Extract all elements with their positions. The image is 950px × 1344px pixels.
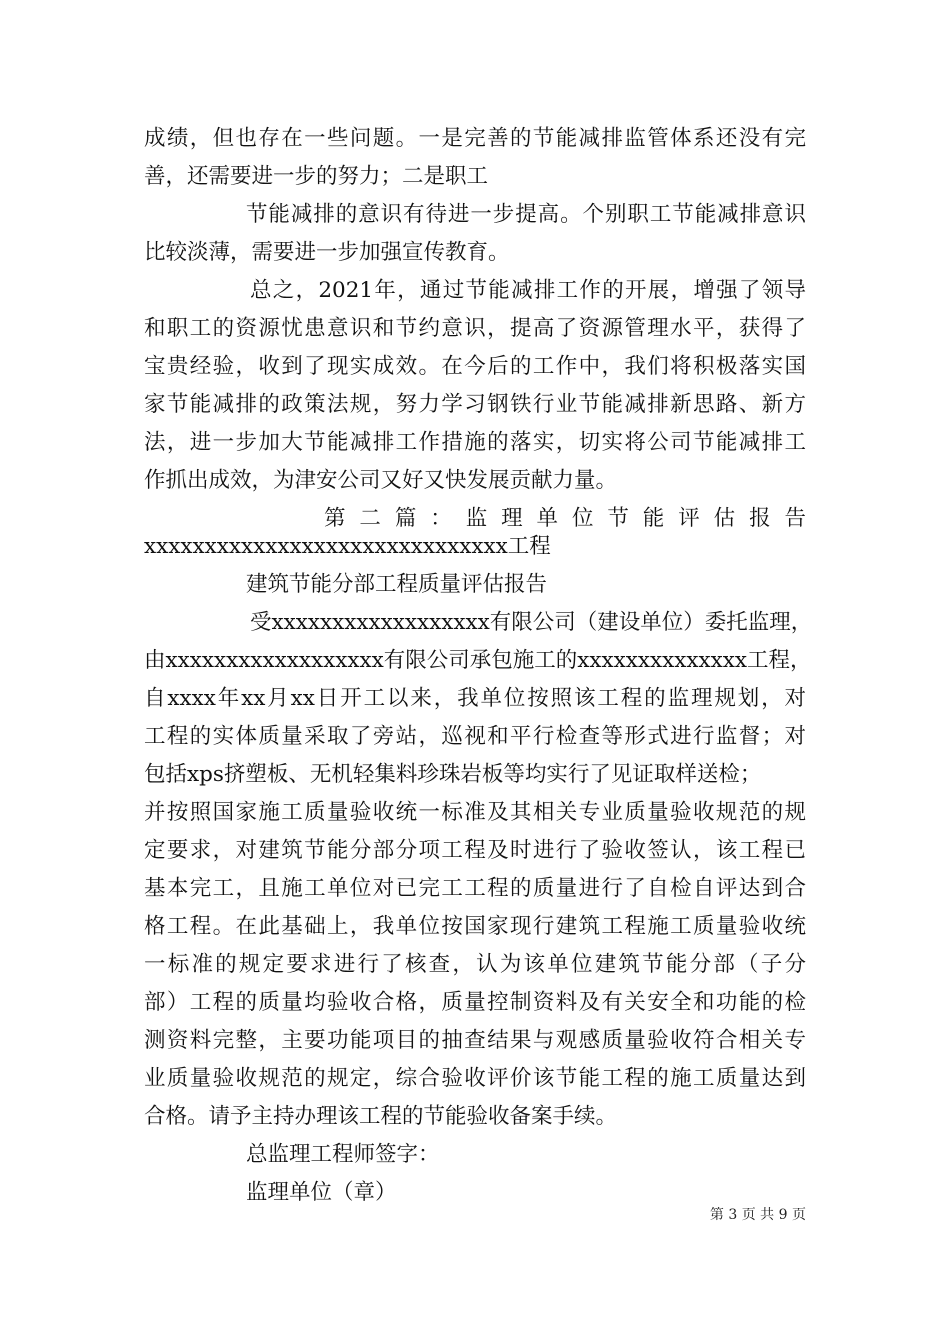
- signature-label: 总监理工程师签字：: [246, 1142, 440, 1167]
- text-line: 业质量验收规范的规定，综合验收评价该节能工程的施工质量达到: [144, 1066, 806, 1091]
- text-line: 比较淡薄，需要进一步加强宣传教育。: [144, 240, 510, 265]
- text-line: 自xxxx年xx月xx日开工以来，我单位按照该工程的监理规划，对: [144, 686, 806, 711]
- text-line: 家节能减排的政策法规，努力学习钢铁行业节能减排新思路、新方: [144, 392, 806, 417]
- text-line: 宝贵经验，收到了现实成效。在今后的工作中，我们将积极落实国: [144, 354, 806, 379]
- text-line: 一标准的规定要求进行了核查，认为该单位建筑节能分部（子分: [144, 952, 806, 977]
- section-title: 第二篇：监理单位节能评估报告: [324, 506, 806, 531]
- text-line: 节能减排的意识有待进一步提高。个别职工节能减排意识: [246, 202, 806, 227]
- text-line: 定要求，对建筑节能分部分项工程及时进行了验收签认，该工程已: [144, 838, 806, 863]
- text-line: 合格。请予主持办理该工程的节能验收备案手续。: [144, 1104, 618, 1129]
- seal-label: 监理单位（章）: [246, 1180, 397, 1205]
- text-line: 善，还需要进一步的努力；二是职工: [144, 164, 489, 189]
- text-line: 作抓出成效，为津安公司又好又快发展贡献力量。: [144, 468, 618, 493]
- text-line: 工程的实体质量采取了旁站，巡视和平行检查等形式进行监督；对: [144, 724, 806, 749]
- page-number: 第 3 页 共 9 页: [709, 1207, 806, 1223]
- text-line: 包括xps挤塑板、无机轻集料珍珠岩板等均实行了见证取样送检；: [144, 762, 762, 787]
- text-line: 由xxxxxxxxxxxxxxxxxx有限公司承包施工的xxxxxxxxxxxxxx工程，: [144, 648, 812, 673]
- text-line: 法，进一步加大节能减排工作措施的落实，切实将公司节能减排工: [144, 430, 806, 455]
- text-line: 受xxxxxxxxxxxxxxxxxx有限公司（建设单位）委托监理，: [250, 610, 813, 635]
- text-line: 和职工的资源忧患意识和节约意识，提高了资源管理水平，获得了: [144, 316, 806, 341]
- text-line: 并按照国家施工质量验收统一标准及其相关专业质量验收规范的规: [144, 800, 806, 825]
- text-line: 部）工程的质量均验收合格，质量控制资料及有关安全和功能的检: [144, 990, 806, 1015]
- text-line: 总之，2021年，通过节能减排工作的开展，增强了领导: [250, 278, 806, 303]
- text-line: 成绩，但也存在一些问题。一是完善的节能减排监管体系还没有完: [144, 126, 806, 151]
- text-line: 测资料完整，主要功能项目的抽查结果与观感质量验收符合相关专: [144, 1028, 806, 1053]
- text-line: 格工程。在此基础上，我单位按国家现行建筑工程施工质量验收统: [144, 914, 806, 939]
- text-line: xxxxxxxxxxxxxxxxxxxxxxxxxxxxxx工程: [144, 534, 551, 559]
- text-line: 基本完工，且施工单位对已完工工程的质量进行了自检自评达到合: [144, 876, 806, 901]
- report-title: 建筑节能分部工程质量评估报告: [246, 572, 548, 597]
